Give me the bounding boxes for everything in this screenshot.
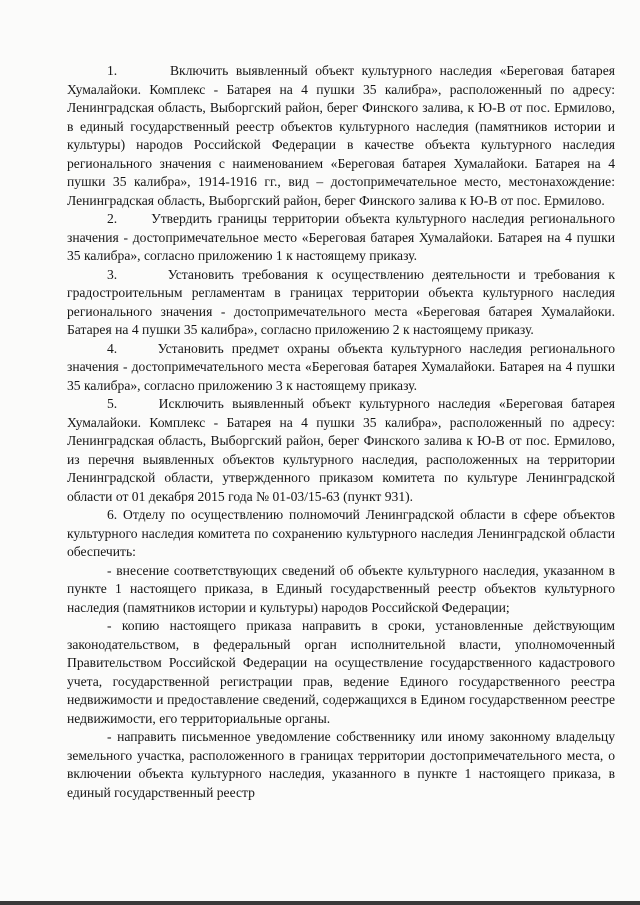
paragraph-item-5: 5. Исключить выявленный объект культурного наследия «Береговая батарея Хумалайоки. Комплекс - Батарея на 4 пушки 35 калибра», расположенный по адресу: Ленинградская область, Выборгский район, берег Финского залива к Ю-В от пос. Ермилово, из перечня выявленных объектов культурного наследия, расположенных на территории Ленинградской области, утвержденного приказом комитета по культуре Ленинградской области от 01 декабря 2015 года № 01-03/15-63 (пункт 931). <box>67 396 615 504</box>
scan-edge-bar <box>0 901 640 905</box>
paragraph-item-4: 4. Установить предмет охраны объекта культурного наследия регионального значения - достопримечательного места «Береговая батарея Хумалайоки. Батарея на 4 пушки 35 калибра», согласно приложению 3 к настоящему приказу. <box>67 340 615 393</box>
paragraph-item-1: 1. Включить выявленный объект культурного наследия «Береговая батарея Хумалайоки. Комплекс - Батарея на 4 пушки 35 калибра», расположенный по адресу: Ленинградская область, Выборгский район, берег Финского залива, к Ю-В от пос. Ермилово, в единый государственный реестр объектов культурного наследия (памятников истории и культуры) народов Российской Федерации в качестве объекта культурного наследия регионального значения с наименованием «Береговая батарея Хумалайоки. Батарея на 4 пушки 35 калибра», 1914-1916 гг., вид – достопримечательное место, местонахождение: Ленинградская область, Выборгский район, берег Финского залива к Ю-В от пос. Ермилово. <box>67 63 615 208</box>
subparagraph-notify-owner: - направить письменное уведомление собственнику или иному законному владельцу земельного участка, расположенного в границах территории достопримечательного места, о включении объекта культурного наследия, указанного в пункте 1 настоящего приказа, в единый государственный реестр <box>67 729 615 800</box>
document-body <box>67 62 615 802</box>
subparagraph-send-copy: - копию настоящего приказа направить в сроки, установленные действующим законодательством, в федеральный орган исполнительной власти, уполномоченный Правительством Российской Федерации на осуществление государственного кадастрового учета, государственной регистрации прав, ведение Единого государственного реестра недвижимости и предоставление сведений, содержащихся в Едином государственном реестре недвижимости, его территориальные органы. <box>67 618 615 726</box>
paragraph-item-2: 2. Утвердить границы территории объекта культурного наследия регионального значения - достопримечательное место «Береговая батарея Хумалайоки. Батарея на 4 пушки 35 калибра», согласно приложению 1 к настоящему приказу. <box>67 211 615 263</box>
paragraph-item-3: 3. Установить требования к осуществлению деятельности и требования к градостроительным регламентам в границах территории объекта культурного наследия регионального значения - достопримечательного места «Береговая батарея Хумалайоки. Батарея на 4 пушки 35 калибра», согласно приложению 2 к настоящему приказу. <box>67 266 615 337</box>
paragraph-item-6: 6. Отделу по осуществлению полномочий Ленинградской области в сфере объектов культурного наследия комитета по сохранению культурного наследия Ленинградской области обеспечить: <box>67 507 615 559</box>
subparagraph-register-entry: - внесение соответствующих сведений об объекте культурного наследия, указанном в пункте 1 настоящего приказа, в Единый государственный реестр объектов культурного наследия (памятников истории и культуры) народов Российской Федерации; <box>67 562 615 615</box>
